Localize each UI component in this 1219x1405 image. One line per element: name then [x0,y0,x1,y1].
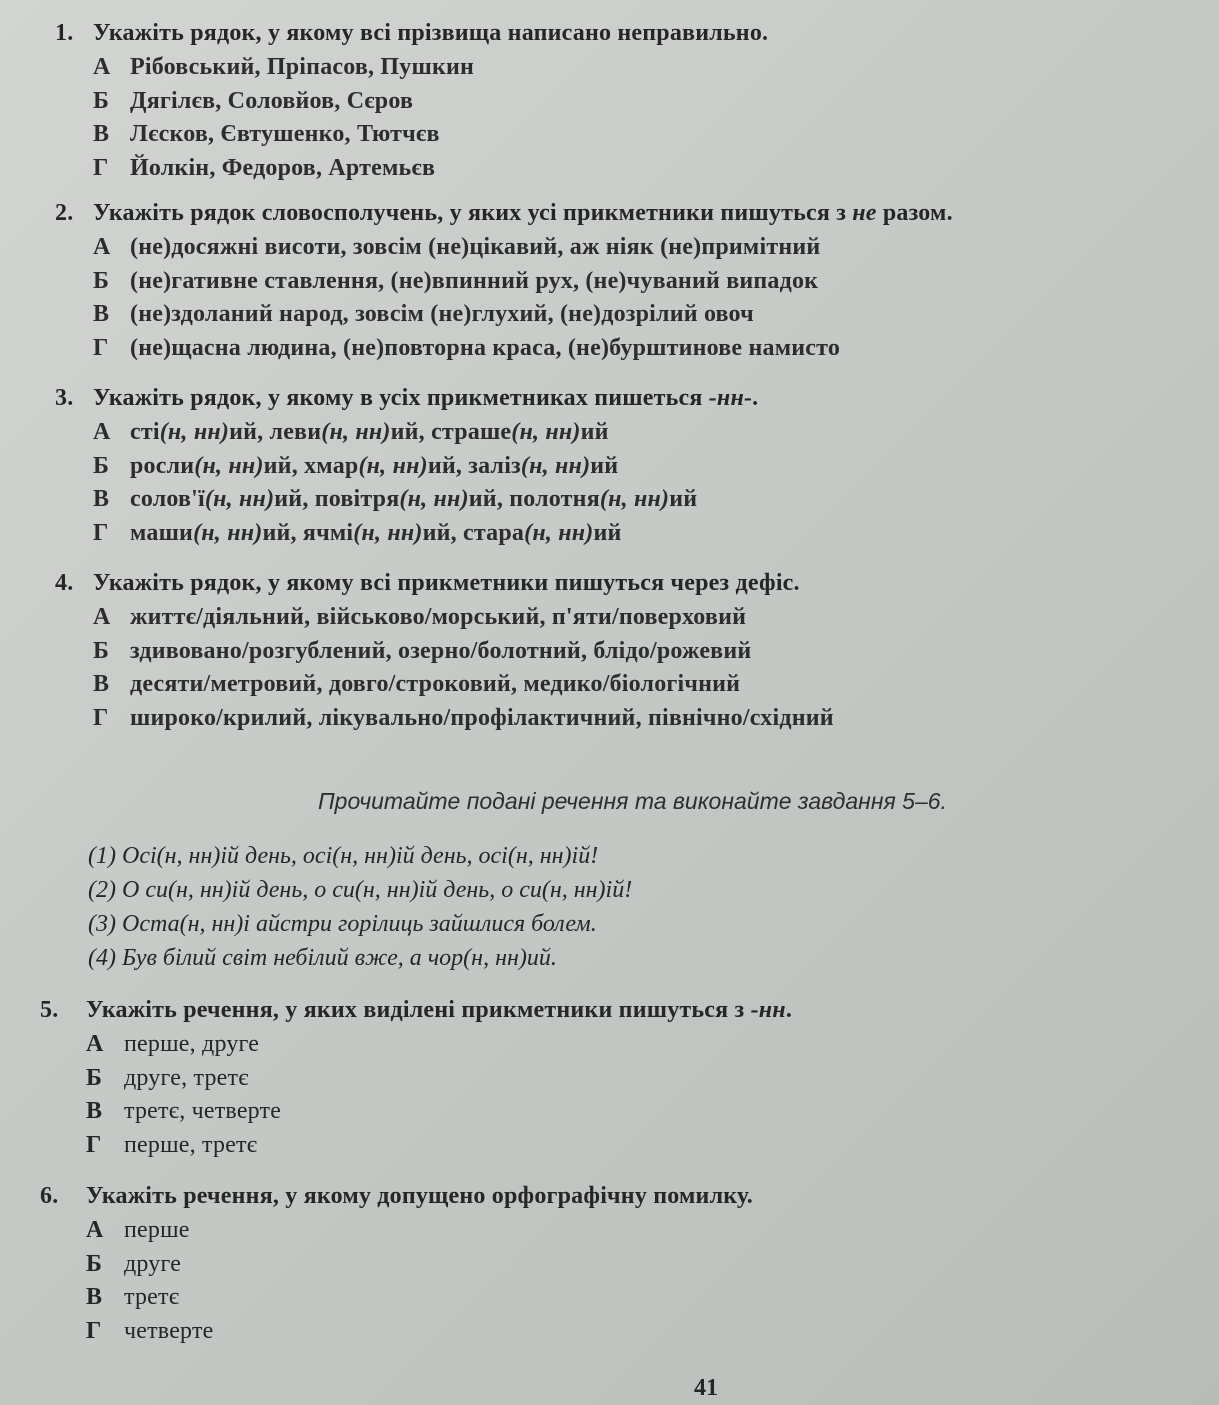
question-text [86,1183,753,1210]
text-segment: життє/діяльний, військово/морський, п'яти/поверховий [130,604,747,630]
text-segment: ий, полотня [468,486,600,512]
option-text [130,453,618,480]
text-segment: (не)здоланий народ, зовсім (не)глухий, (не)дозрілий овоч [130,301,754,327]
answer-option [0,1065,1219,1099]
question-number: 2. [55,200,74,226]
option-letter: А [93,54,111,80]
text-segment: маши [130,519,194,546]
option-letter: Б [86,1064,103,1091]
answer-option [0,121,1219,155]
answer-option [0,671,1219,705]
answer-option [0,234,1219,268]
text-segment: сті [130,419,160,445]
option-text [124,1031,259,1058]
answer-option [0,1318,1219,1352]
text-segment: друге [124,1250,182,1277]
option-text [130,638,751,665]
option-text [130,88,413,115]
sentence-3: (3) Оста(н, нн)і айстри горілиць зайшлися болем. [88,911,597,937]
option-letter: А [86,1031,104,1057]
text-segment: (не)щасна людина, (не)повторна краса, (не)бурштинове намисто [130,334,841,361]
option-letter: Г [93,519,109,546]
emphasis-text: (н, нн) [353,519,423,546]
text-segment: Укажіть рядок, у якому в усіх прикметниках пишеться [93,385,709,411]
text-segment: солов'ї [130,486,205,512]
text-segment: ий, хмар [263,452,359,479]
text-segment: ий, заліз [427,452,521,479]
answer-option [0,301,1219,335]
question-number: 6. [40,1183,59,1209]
answer-option [0,54,1219,88]
text-segment: ий, стара [422,519,525,546]
option-text [130,121,440,148]
emphasis-text: (н, нн) [599,486,670,512]
question-line [0,997,1219,1031]
option-text [124,1251,181,1278]
question-3 [0,385,1219,553]
question-number: 3. [55,385,74,411]
text-segment: ий, повітря [274,486,400,512]
emphasis-text: не [852,200,877,226]
option-letter: Г [93,334,109,361]
option-letter: В [93,301,110,327]
emphasis-text: (н, нн) [159,419,230,445]
text-segment: . [752,385,759,411]
text-segment: разом. [876,200,953,226]
option-text [130,419,609,446]
option-letter: Б [86,1250,103,1277]
option-text [124,1065,249,1092]
text-segment: Укажіть рядок, у якому всі прізвища написано неправильно. [93,20,769,46]
option-letter: Б [93,452,110,479]
text-segment: росли [130,452,195,479]
answer-option [0,604,1219,638]
question-number: 5. [40,997,59,1023]
text-segment: (не)гативне ставлення, (не)впинний рух, (не)чуваний випадок [130,267,819,294]
emphasis-text: -нн [750,997,786,1023]
question-line [0,20,1219,54]
option-letter: А [86,1217,104,1243]
option-letter: В [93,486,110,512]
option-letter: В [93,671,110,697]
emphasis-text: (н, нн) [524,519,594,546]
option-text [130,604,746,631]
text-segment: . [785,997,793,1023]
text-segment: Укажіть рядок словосполучень, у яких усі прикметники пишуться з [93,200,853,226]
question-2 [0,200,1219,368]
text-segment: друге, третє [124,1064,249,1091]
question-line [0,570,1219,604]
emphasis-text: (н, нн) [321,419,391,445]
option-letter: А [93,604,111,630]
option-text [130,520,622,547]
option-text [124,1318,213,1345]
option-text [124,1284,179,1311]
option-text [130,705,834,732]
emphasis-text: (н, нн) [511,419,581,445]
text-segment: третє, четверте [124,1098,282,1124]
text-segment: перше [124,1217,190,1243]
answer-option [0,1098,1219,1132]
text-segment: ий, леви [229,419,322,445]
question-4 [0,570,1219,738]
text-segment: ий [580,419,609,445]
page-number: 41 [694,1375,718,1401]
text-segment: здивовано/розгублений, озерно/болотний, блідо/рожевий [130,637,752,664]
text-segment: ий, ячмі [262,519,354,546]
text-segment: третє [124,1284,180,1310]
question-text [93,200,953,227]
text-segment: Укажіть рядок, у якому всі прикметники пишуться через дефіс. [93,570,800,596]
question-1 [0,20,1219,188]
emphasis-text: (н, нн) [399,486,469,512]
emphasis-text: -нн- [708,385,753,411]
option-text [130,486,697,513]
option-letter: В [86,1284,103,1310]
question-line [0,385,1219,419]
option-letter: Г [86,1131,102,1158]
answer-option [0,1031,1219,1065]
answer-option [0,88,1219,122]
option-letter: А [93,234,111,260]
answer-option [0,453,1219,487]
option-text [130,335,840,362]
text-segment: (не)досяжні висоти, зовсім (не)цікавий, аж ніяк (не)примітний [130,234,821,260]
answer-option [0,419,1219,453]
question-number: 1. [55,20,74,46]
text-segment: Лєсков, Євтушенко, Тютчєв [130,121,440,147]
answer-option [0,1132,1219,1166]
text-segment: ий [590,452,619,479]
answer-option [0,155,1219,189]
option-text [130,268,818,295]
answer-option [0,486,1219,520]
question-number: 4. [55,570,74,596]
emphasis-text: (н, нн) [520,452,591,479]
answer-option [0,1217,1219,1251]
option-text [130,671,740,698]
answer-option [0,335,1219,369]
answer-option [0,705,1219,739]
question-text [93,570,800,597]
text-segment: широко/крилий, лікувально/профілактичний, північно/східний [130,704,834,731]
answer-option [0,268,1219,302]
emphasis-text: (н, нн) [204,486,275,512]
answer-option [0,520,1219,554]
question-line [0,1183,1219,1217]
text-segment: Укажіть речення, у яких виділені прикметники пишуться з [86,997,751,1023]
sentence-1: (1) Осі(н, нн)ій день, осі(н, нн)ій день, осі(н, нн)ій! [88,843,599,869]
text-segment: перше, друге [124,1031,260,1057]
option-letter: Г [93,704,109,731]
option-letter: Г [86,1317,102,1344]
answer-option [0,638,1219,672]
question-6 [0,1183,1219,1351]
question-text [93,20,768,47]
question-text [86,997,792,1024]
option-text [130,234,820,261]
text-segment: десяти/метровий, довго/строковий, медико/біологічний [130,671,741,697]
answer-option [0,1284,1219,1318]
text-segment: ий [669,486,698,512]
question-text [93,385,758,412]
sentence-4: (4) Був білий світ небілий вже, а чор(н, нн)ий. [88,945,557,971]
option-letter: Б [93,87,110,114]
option-letter: Б [93,637,110,664]
question-line [0,200,1219,234]
option-text [124,1132,257,1159]
text-segment: Рібовський, Пріпасов, Пушкин [130,54,475,80]
emphasis-text: (н, нн) [193,519,263,546]
text-segment: Укажіть речення, у якому допущено орфографічну помилку. [86,1183,753,1209]
text-segment: ий, страше [390,419,512,445]
option-text [130,301,754,328]
text-segment: ий [593,519,622,546]
option-letter: Б [93,267,110,294]
option-letter: В [86,1098,103,1124]
text-segment: Йолкін, Федоров, Артемьєв [130,154,436,181]
option-text [124,1098,281,1125]
sentence-2: (2) О си(н, нн)ій день, о си(н, нн)ій день, о си(н, нн)ій! [88,877,633,903]
question-5 [0,997,1219,1165]
emphasis-text: (н, нн) [194,452,264,479]
emphasis-text: (н, нн) [358,452,428,479]
text-segment: перше, третє [124,1131,258,1158]
task-instruction: Прочитайте подані речення та виконайте завдання 5–6. [318,788,947,814]
option-text [124,1217,190,1244]
option-text [130,54,474,81]
option-letter: Г [93,154,109,181]
answer-option [0,1251,1219,1285]
option-letter: А [93,419,111,445]
text-segment: Дягілєв, Соловйов, Сєров [130,87,414,114]
option-text [130,155,435,182]
option-letter: В [93,121,110,147]
text-segment: четверте [124,1317,214,1344]
